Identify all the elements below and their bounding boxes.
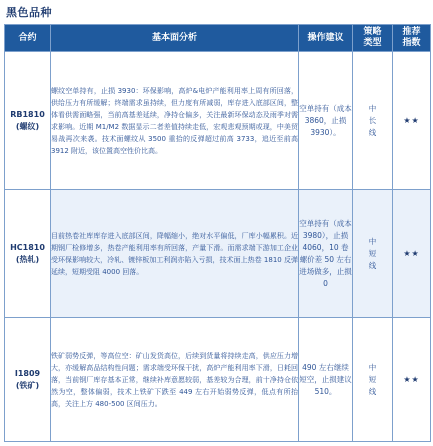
contract-cell <box>5 52 51 190</box>
contract-name: (螺纹) <box>15 121 40 131</box>
analysis-cell: 目前热卷社库库存进入底部区间，降幅缩小，绝对水平偏低，厂库小幅累积。近期钢厂检修增多，热卷产能利用率有所回落，产量下滑。而需求端下游加工企业受环保影响较大，冷轧、镀锌板加工利润亦陷入亏损，技术面上热卷 1810 反弹延续，短期受阻 4000 回落。 <box>51 190 299 318</box>
section-title: 黑色品种 <box>6 6 52 19</box>
header-strategy-line1: 策略 <box>363 27 382 37</box>
recommend-stars: ★★ <box>393 318 431 442</box>
header-index-line1: 推荐 <box>402 27 421 37</box>
contract-code: RB1810 <box>10 109 45 119</box>
strategy-type-text: 中短线 <box>368 236 377 270</box>
header-contract: 合约 <box>5 25 51 52</box>
strategy-type-cell <box>353 52 393 190</box>
contract-code: HC1810 <box>10 242 45 252</box>
recommend-stars: ★★ <box>393 190 431 318</box>
table-row-rb1810 <box>5 52 431 190</box>
advice-cell: 空单持有（成本 3980），止损 4060，10 卷螺价差 50 左右进场做多，止损 0 <box>299 190 353 318</box>
header-analysis: 基本面分析 <box>51 25 299 52</box>
strategy-type-cell <box>353 190 393 318</box>
strategy-type-cell <box>353 318 393 442</box>
strategy-type-text: 中长线 <box>368 103 377 137</box>
advice-cell: 490 左右继续短空，止损建议 510。 <box>299 318 353 442</box>
table-row-i1809 <box>5 318 431 442</box>
contract-code: I1809 <box>14 368 41 378</box>
table-row-hc1810 <box>5 190 431 318</box>
contract-cell <box>5 318 51 442</box>
analysis-cell: 铁矿弱势反弹，等高位空：矿山发货高位，后续到货量将持续走高，供应压力增大，亦缓解高品结构性问题；需求端受环保干扰，高炉产能利用率下滑，日耗回落，当前钢厂库存基本正常，继续补库意愿较弱，基差较为合理，前十净持仓依然为空，整体偏弱，技术上铁矿下跌至 449 左右开始弱势反弹，低点有所抬高，关注上方 480-500 区间压力。 <box>51 318 299 442</box>
header-index-line2: 指数 <box>402 38 421 48</box>
header-advice: 操作建议 <box>299 25 353 52</box>
table-header-row <box>5 25 431 52</box>
contract-name: (热轧) <box>15 254 40 264</box>
header-strategy-line2: 类型 <box>363 38 382 48</box>
analysis-cell: 螺纹空单持有，止损 3930：环保影响，高炉&电炉产能利用率上周有所回落，供给压力有所缓解；终端需求虽持续，但力度有所减弱，库存进入底部区间，整体看供需面略强，当前高基差延续，净持仓偏多，关注最新环保动态及雨季对需求影响。近期 M1/M2 数据显示二者差值持续走低，宏观悲观预期或现，中美贸易战再次来袭。技术面螺纹从 3500 重拾的反弹超过前高 3733，追近至前高 3912 附近，该位置高空性价比高。 <box>51 52 299 190</box>
header-strategy-type <box>353 25 393 52</box>
strategy-table <box>4 24 431 442</box>
contract-cell <box>5 190 51 318</box>
header-recommend-index <box>393 25 431 52</box>
contract-name: (铁矿) <box>15 380 40 390</box>
strategy-type-text: 中短线 <box>368 362 377 396</box>
recommend-stars: ★★ <box>393 52 431 190</box>
advice-cell: 空单持有（成本 3860，止损 3930）。 <box>299 52 353 190</box>
